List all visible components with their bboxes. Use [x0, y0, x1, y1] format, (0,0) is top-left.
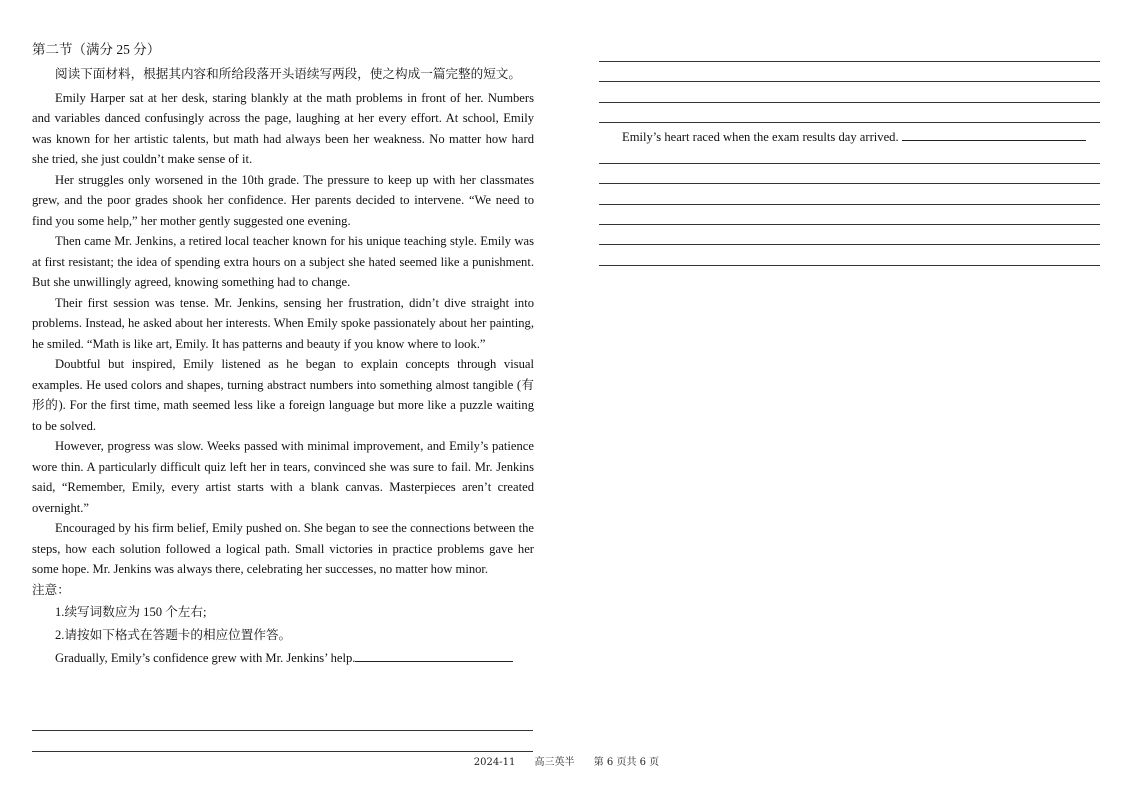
note-item-1: 1.续写词数应为 150 个左右; [55, 605, 207, 619]
writing-line[interactable] [599, 102, 1100, 103]
footer-page-number: 第 6 页共 6 页 [593, 757, 660, 768]
prompt-2-text: Emily’s heart raced when the exam results day arrived. [622, 130, 899, 144]
writing-line[interactable] [599, 122, 1100, 123]
writing-line[interactable] [32, 730, 533, 731]
note-item-2: 2.请按如下格式在答题卡的相应位置作答。 [55, 627, 292, 642]
writing-line[interactable] [599, 61, 1100, 62]
writing-line[interactable] [599, 265, 1100, 266]
passage-paragraph-7: Encouraged by his firm belief, Emily pushed on. She began to see the connections between the steps, how each solution followed a logical path. Small victories in practice problems gave her some hope. Mr. Jenkins was always there, celebrating her successes, no matter how minor. [32, 521, 534, 576]
writing-line[interactable] [599, 163, 1100, 164]
writing-line[interactable] [599, 81, 1100, 82]
notes-title: 注意： [32, 582, 70, 597]
writing-line[interactable] [599, 244, 1100, 245]
footer-date: 2024-11 [473, 757, 516, 768]
passage-column [32, 40, 534, 669]
writing-line[interactable] [599, 224, 1100, 225]
footer-subject: 高三英半 [534, 757, 575, 768]
passage-paragraph-5: Doubtful but inspired, Emily listened as he began to explain concepts through visual examples. He used colors and shapes, turning abstract numbers into something almost tangible (有形的). For the first time, math seemed less like a foreign language but more like a puzzle waiting to be solved. [32, 357, 534, 433]
passage-paragraph-1: Emily Harper sat at her desk, staring blankly at the math problems in front of her. Numbers and variables danced confusingly across the page, laughing at her every effort. At school, Emily was known for her artistic talents, but math had always been her weakness. No matter how hard she tried, she just couldn’t make sense of it. [32, 90, 534, 166]
passage-paragraph-3: Then came Mr. Jenkins, a retired local teacher known for his unique teaching style. Emily was at first resistant; the idea of spending extra hours on a subject she hated seemed like a punishment. But she unwillingly agreed, knowing something had to change. [32, 234, 534, 289]
writing-line[interactable] [599, 204, 1100, 205]
continuation-prompt-2 [622, 127, 1086, 147]
writing-line[interactable] [32, 751, 533, 752]
prompt-1-blank[interactable] [355, 648, 513, 662]
instruction: 阅读下面材料，根据其内容和所给段落开头语续写两段，使之构成一篇完整的短文。 [55, 67, 521, 81]
continuation-prompt-1 [32, 648, 534, 669]
passage-paragraph-2: Her struggles only worsened in the 10th grade. The pressure to keep up with her classmates grew, and the poor grades shook her confidence. Her parents decided to intervene. “We need to find you some help,” her mother gently suggested one evening. [32, 172, 534, 228]
writing-line[interactable] [599, 183, 1100, 184]
passage-paragraph-6: However, progress was slow. Weeks passed with minimal improvement, and Emily’s patience wore thin. A particularly difficult quiz left her in tears, convinced she was sure to fail. Mr. Jenkins said, “Remember, Emily, every artist starts with a blank canvas. Masterpieces aren’t created overnight.” [32, 439, 534, 515]
prompt-2-blank[interactable] [902, 127, 1086, 141]
page-footer [0, 756, 1133, 770]
prompt-1-text: Gradually, Emily’s confidence grew with Mr. Jenkins’ help. [55, 651, 356, 665]
passage-paragraph-4: Their first session was tense. Mr. Jenkins, sensing her frustration, didn’t dive straight into problems. Instead, he asked about her interests. When Emily spoke passionately about her painting, he smiled. “Math is like art, Emily. It has patterns and beauty if you know where to look.” [32, 295, 534, 351]
section-title: 第二节（满分 25 分） [32, 42, 161, 57]
